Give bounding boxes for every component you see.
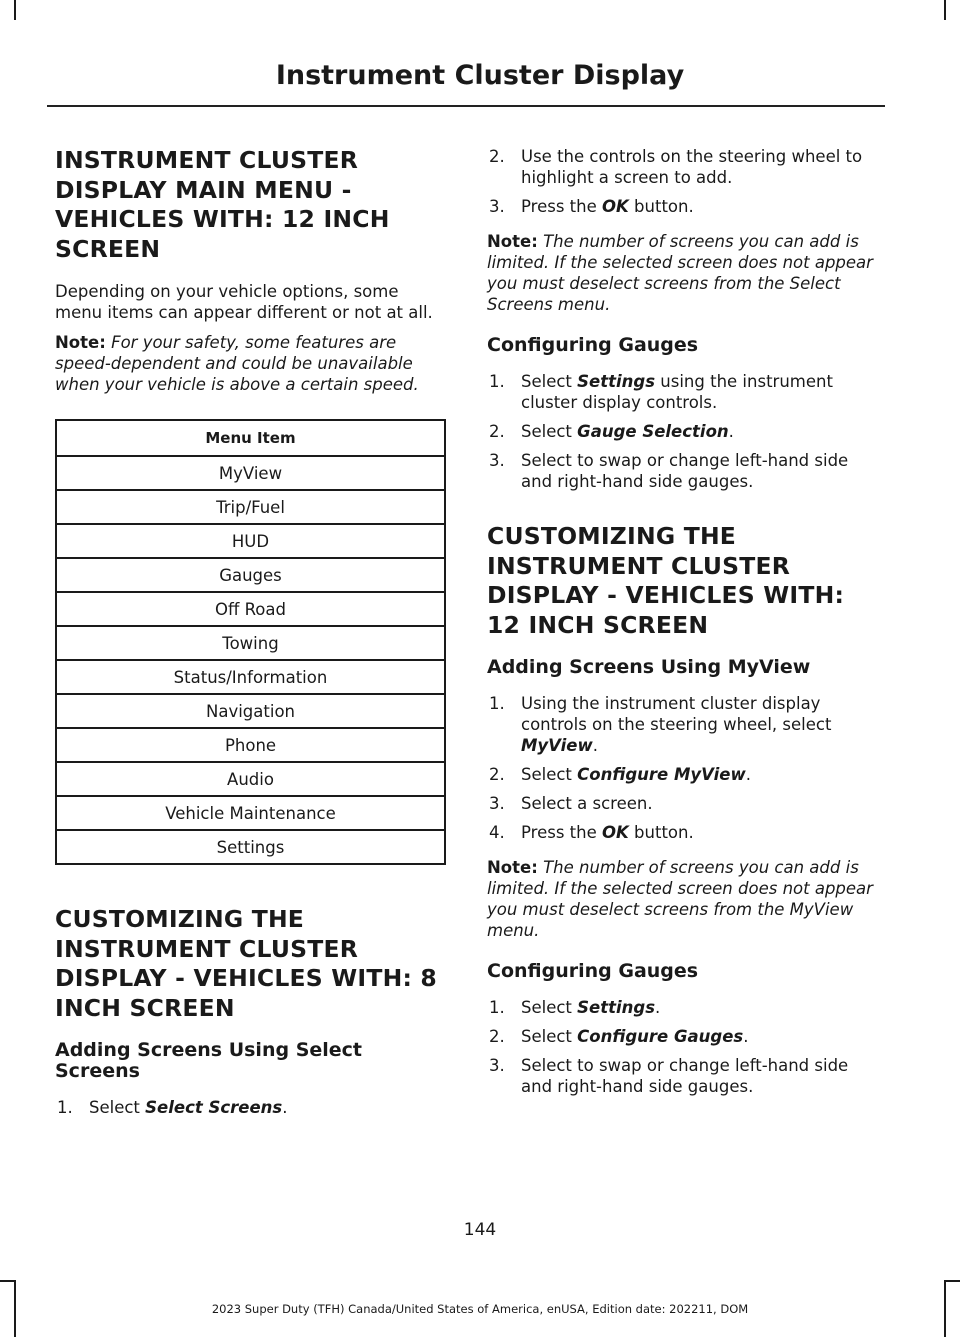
step-number: 1. bbox=[489, 998, 505, 1017]
table-cell: Towing bbox=[56, 626, 445, 660]
step-emph: Settings bbox=[577, 998, 656, 1017]
right-column bbox=[487, 146, 882, 1111]
step-text: Select bbox=[521, 372, 578, 391]
table-header-menu-item: Menu Item bbox=[56, 420, 445, 456]
table-row bbox=[56, 626, 445, 660]
list-item bbox=[55, 1097, 447, 1118]
list-item bbox=[487, 196, 882, 217]
step-text: Select bbox=[89, 1098, 146, 1117]
table-row bbox=[56, 694, 445, 728]
list-item bbox=[487, 1026, 882, 1047]
step-text: Press the bbox=[521, 197, 602, 216]
table-row bbox=[56, 830, 445, 864]
step-text: Use the controls on the steering wheel to highlight a screen to add. bbox=[521, 147, 863, 187]
table-cell: Trip/Fuel bbox=[56, 490, 445, 524]
table-cell: Gauges bbox=[56, 558, 445, 592]
note-label: Note: bbox=[55, 333, 106, 352]
subheading-add-select-screens: Adding Screens Using Select Screens bbox=[55, 1039, 363, 1082]
subheading-configuring-gauges-2: Configuring Gauges bbox=[487, 960, 699, 982]
table-row bbox=[56, 660, 445, 694]
step-end: using the instrument cluster display controls. bbox=[521, 372, 833, 412]
intro-paragraph: Depending on your vehicle options, some menu items can appear different or not at all. bbox=[55, 282, 433, 322]
note-screen-limit bbox=[487, 231, 882, 315]
note-text: For your safety, some features are speed-dependent and could be unavailable when your vehicle is above a certain speed. bbox=[55, 333, 419, 394]
step-emph: Select Screens bbox=[145, 1098, 283, 1117]
table-row bbox=[56, 524, 445, 558]
crop-mark-bottom-right-h bbox=[944, 1280, 960, 1282]
step-number: 2. bbox=[489, 765, 505, 784]
step-number: 1. bbox=[489, 372, 505, 391]
note-text: The number of screens you can add is limited. If the selected screen does not appear you must deselect screens from the MyView menu. bbox=[487, 858, 873, 940]
steps-select-screens bbox=[55, 1097, 447, 1118]
page-header-title: Instrument Cluster Display bbox=[275, 60, 685, 91]
step-end: button. bbox=[628, 823, 694, 842]
menu-item-table bbox=[55, 419, 446, 865]
note-text: The number of screens you can add is limited. If the selected screen does not appear you must deselect screens from the Select Screens menu. bbox=[487, 232, 873, 314]
table-cell: Audio bbox=[56, 762, 445, 796]
step-end: . bbox=[745, 765, 751, 784]
crop-mark-top-right bbox=[944, 0, 946, 20]
list-item bbox=[487, 450, 882, 492]
heading-customizing-8in: CUSTOMIZING THE INSTRUMENT CLUSTER DISPLAY - VEHICLES WITH: 8 INCH SCREEN bbox=[55, 905, 437, 1022]
table-cell: Status/Information bbox=[56, 660, 445, 694]
step-text: Select to swap or change left-hand side and right-hand side gauges. bbox=[521, 1056, 849, 1096]
left-column bbox=[55, 146, 447, 1132]
subheading-add-myview: Adding Screens Using MyView bbox=[487, 656, 811, 678]
step-text: Select bbox=[521, 422, 578, 441]
step-text: Select to swap or change left-hand side and right-hand side gauges. bbox=[521, 451, 849, 491]
table-cell: MyView bbox=[56, 456, 445, 490]
step-text: Select bbox=[521, 998, 578, 1017]
list-item bbox=[487, 997, 882, 1018]
step-emph: MyView bbox=[521, 736, 593, 755]
table-row bbox=[56, 592, 445, 626]
step-number: 2. bbox=[489, 422, 505, 441]
step-emph: Settings bbox=[577, 372, 656, 391]
table-row bbox=[56, 490, 445, 524]
step-number: 1. bbox=[489, 694, 505, 713]
steps-select-screens-cont bbox=[487, 146, 882, 217]
step-end: . bbox=[592, 736, 598, 755]
heading-main-menu-12in: INSTRUMENT CLUSTER DISPLAY MAIN MENU - VEHICLES WITH: 12 INCH SCREEN bbox=[55, 146, 390, 263]
list-item bbox=[487, 1055, 882, 1097]
step-emph: Configure MyView bbox=[577, 765, 746, 784]
step-end: button. bbox=[628, 197, 694, 216]
list-item bbox=[487, 764, 882, 785]
header-rule bbox=[47, 105, 885, 107]
table-cell: HUD bbox=[56, 524, 445, 558]
document-info: 2023 Super Duty (TFH) Canada/United States of America, enUSA, Edition date: 202211, DOM bbox=[211, 1302, 749, 1316]
step-number: 3. bbox=[489, 451, 505, 470]
table-cell: Phone bbox=[56, 728, 445, 762]
table-row bbox=[56, 762, 445, 796]
page-number: 144 bbox=[463, 1220, 497, 1240]
step-end: . bbox=[282, 1098, 288, 1117]
steps-configuring-gauges-2 bbox=[487, 997, 882, 1097]
list-item bbox=[487, 421, 882, 442]
step-number: 3. bbox=[489, 794, 505, 813]
step-text: Select bbox=[521, 765, 578, 784]
step-emph: Configure Gauges bbox=[577, 1027, 744, 1046]
note-safety bbox=[55, 332, 447, 395]
step-text: Using the instrument cluster display controls on the steering wheel, select bbox=[521, 694, 832, 734]
steps-configuring-gauges bbox=[487, 371, 882, 492]
table-cell: Navigation bbox=[56, 694, 445, 728]
crop-mark-bottom-left-h bbox=[0, 1280, 16, 1282]
step-number: 3. bbox=[489, 197, 505, 216]
step-number: 1. bbox=[57, 1098, 73, 1117]
step-emph: OK bbox=[602, 197, 629, 216]
step-text: Select a screen. bbox=[521, 794, 653, 813]
list-item bbox=[487, 371, 882, 413]
note-label: Note: bbox=[487, 232, 538, 251]
table-cell: Off Road bbox=[56, 592, 445, 626]
table-cell: Settings bbox=[56, 830, 445, 864]
table-row bbox=[56, 456, 445, 490]
table-row bbox=[56, 796, 445, 830]
step-number: 3. bbox=[489, 1056, 505, 1075]
list-item bbox=[487, 693, 882, 756]
step-emph: Gauge Selection bbox=[577, 422, 729, 441]
step-end: . bbox=[743, 1027, 749, 1046]
subheading-configuring-gauges: Configuring Gauges bbox=[487, 334, 699, 356]
step-text: Select bbox=[521, 1027, 578, 1046]
step-number: 4. bbox=[489, 823, 505, 842]
table-cell: Vehicle Maintenance bbox=[56, 796, 445, 830]
table-row bbox=[56, 558, 445, 592]
step-text: Press the bbox=[521, 823, 602, 842]
steps-myview bbox=[487, 693, 882, 843]
note-myview-limit bbox=[487, 857, 882, 941]
step-number: 2. bbox=[489, 1027, 505, 1046]
table-row bbox=[56, 728, 445, 762]
crop-mark-top-left bbox=[14, 0, 16, 20]
step-end: . bbox=[728, 422, 734, 441]
list-item bbox=[487, 146, 882, 188]
step-end: . bbox=[655, 998, 661, 1017]
heading-customizing-12in: CUSTOMIZING THE INSTRUMENT CLUSTER DISPLAY - VEHICLES WITH: 12 INCH SCREEN bbox=[487, 522, 845, 639]
note-label: Note: bbox=[487, 858, 538, 877]
step-emph: OK bbox=[602, 823, 629, 842]
step-number: 2. bbox=[489, 147, 505, 166]
list-item bbox=[487, 793, 882, 814]
list-item bbox=[487, 822, 882, 843]
